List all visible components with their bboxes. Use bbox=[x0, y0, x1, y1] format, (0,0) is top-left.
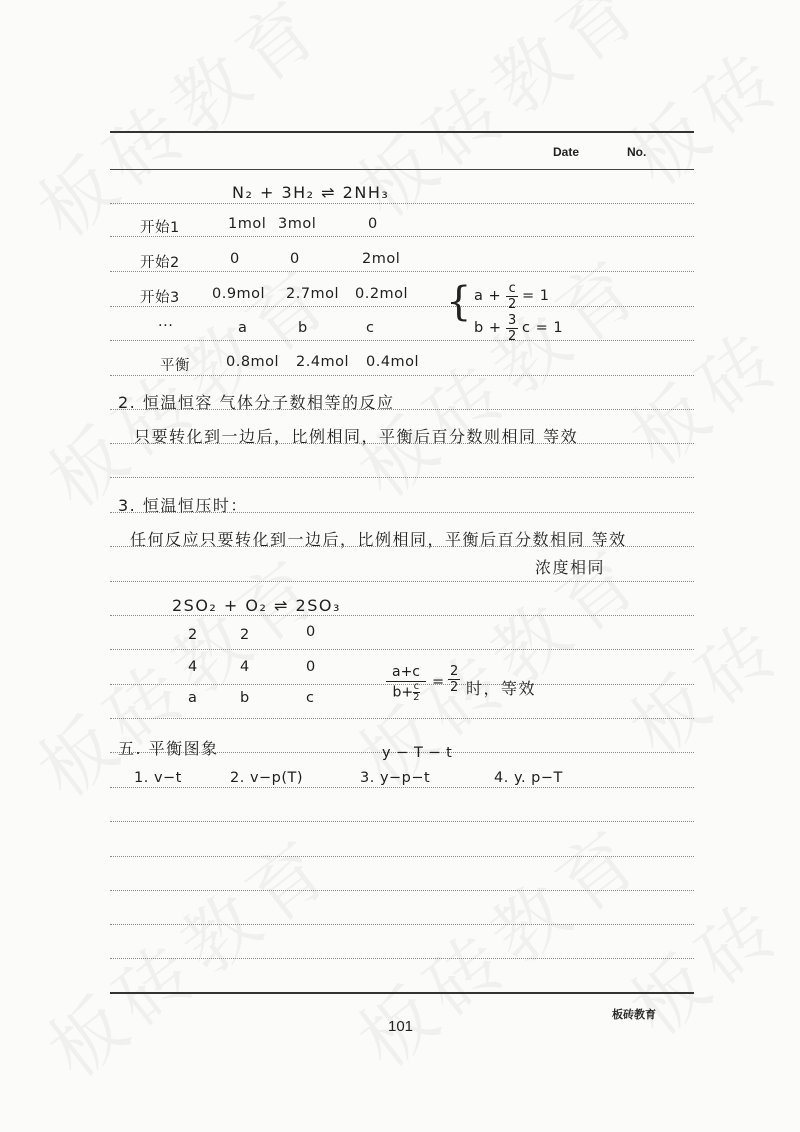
row-value: 4 bbox=[240, 659, 250, 675]
row-value: 0.9mol bbox=[212, 286, 266, 302]
section5-above-note: y − T − t bbox=[382, 745, 453, 761]
ratio-suffix: 时，等效 bbox=[466, 679, 537, 698]
ratio-den-den: 2 bbox=[413, 692, 420, 703]
ratio-rhs bbox=[448, 664, 460, 695]
ratio-lhs bbox=[386, 664, 426, 703]
eq2-numerator: 3 bbox=[508, 313, 517, 328]
row-value: a bbox=[238, 320, 248, 336]
section3-body: 任何反应只要转化到一边后，比例相同，平衡后百分数相同 等效 bbox=[130, 530, 627, 549]
list-item: 3. y−p−t bbox=[360, 770, 431, 786]
row-label: 开始2 bbox=[140, 255, 180, 271]
section2-heading: 2. 恒温恒容 气体分子数相等的反应 bbox=[118, 393, 395, 412]
no-label: No. bbox=[627, 145, 647, 159]
row-label: 开始1 bbox=[140, 220, 180, 236]
row-label: 开始3 bbox=[140, 290, 180, 306]
row-value: 0 bbox=[230, 251, 240, 267]
row-value: c bbox=[366, 320, 375, 336]
date-label: Date bbox=[553, 145, 580, 159]
row-value: 1mol bbox=[228, 216, 267, 232]
ratio-rhs-num: 2 bbox=[450, 664, 459, 679]
brace-symbol: { bbox=[446, 279, 472, 325]
ratio-den-num: c bbox=[413, 681, 420, 692]
row-label: 平衡 bbox=[160, 358, 190, 374]
eq2-suffix: c = 1 bbox=[522, 320, 564, 336]
row-value: 3mol bbox=[278, 216, 317, 232]
reaction2-equation: 2SO₂ + O₂ ⇌ 2SO₃ bbox=[172, 596, 341, 615]
list-item: 2. v−p(T) bbox=[230, 770, 304, 786]
row-value: 0.2mol bbox=[355, 286, 409, 302]
header-rule-thin bbox=[110, 169, 694, 170]
eq2-denominator: 2 bbox=[508, 329, 517, 344]
row-value: c bbox=[306, 690, 315, 706]
footer-brand: 板砖教育 bbox=[612, 1008, 656, 1021]
header-rule bbox=[110, 131, 694, 133]
section3-heading: 3. 恒温恒压时： bbox=[118, 496, 248, 515]
eq1-fraction bbox=[506, 281, 518, 312]
list-item: 1. v−t bbox=[134, 770, 182, 786]
row-value: 0 bbox=[306, 624, 316, 640]
row-label: ··· bbox=[158, 318, 174, 334]
list-item: 4. y. p−T bbox=[494, 770, 563, 786]
row-value: 2.7mol bbox=[286, 286, 340, 302]
reaction1-equation: N₂ + 3H₂ ⇌ 2NH₃ bbox=[232, 183, 390, 202]
row-value: 2mol bbox=[362, 251, 401, 267]
eq1-numerator: c bbox=[506, 281, 518, 297]
row-value: 2.4mol bbox=[296, 354, 350, 370]
section3-note: 浓度相同 bbox=[535, 558, 606, 577]
eq1-prefix: a + bbox=[474, 288, 502, 304]
row-value: b bbox=[240, 690, 250, 706]
ratio-numerator: a+c bbox=[386, 664, 426, 682]
page-number: 101 bbox=[388, 1018, 414, 1035]
row-value: 2 bbox=[240, 627, 250, 643]
ratio-denominator bbox=[386, 682, 426, 703]
footer-rule bbox=[110, 992, 694, 994]
row-value: b bbox=[298, 320, 308, 336]
row-value: 0 bbox=[306, 659, 316, 675]
row-value: 0.4mol bbox=[366, 354, 420, 370]
section5-heading: 五. 平衡图象 bbox=[118, 739, 219, 758]
row-value: 0 bbox=[368, 216, 378, 232]
ratio-rhs-den: 2 bbox=[450, 680, 459, 695]
eq2-prefix: b + bbox=[474, 320, 502, 336]
row-value: 4 bbox=[188, 659, 198, 675]
row-value: a bbox=[188, 690, 198, 706]
row-value: 0 bbox=[290, 251, 300, 267]
ratio-den-prefix: b+ bbox=[392, 684, 414, 701]
row-value: 2 bbox=[188, 627, 198, 643]
section2-body: 只要转化到一边后，比例相同，平衡后百分数则相同 等效 bbox=[134, 427, 579, 446]
eq1-suffix: = 1 bbox=[522, 288, 550, 304]
eq1-denominator: 2 bbox=[508, 297, 517, 312]
eq2-fraction bbox=[506, 313, 518, 344]
ratio-equals: = bbox=[432, 674, 445, 690]
row-value: 0.8mol bbox=[226, 354, 280, 370]
